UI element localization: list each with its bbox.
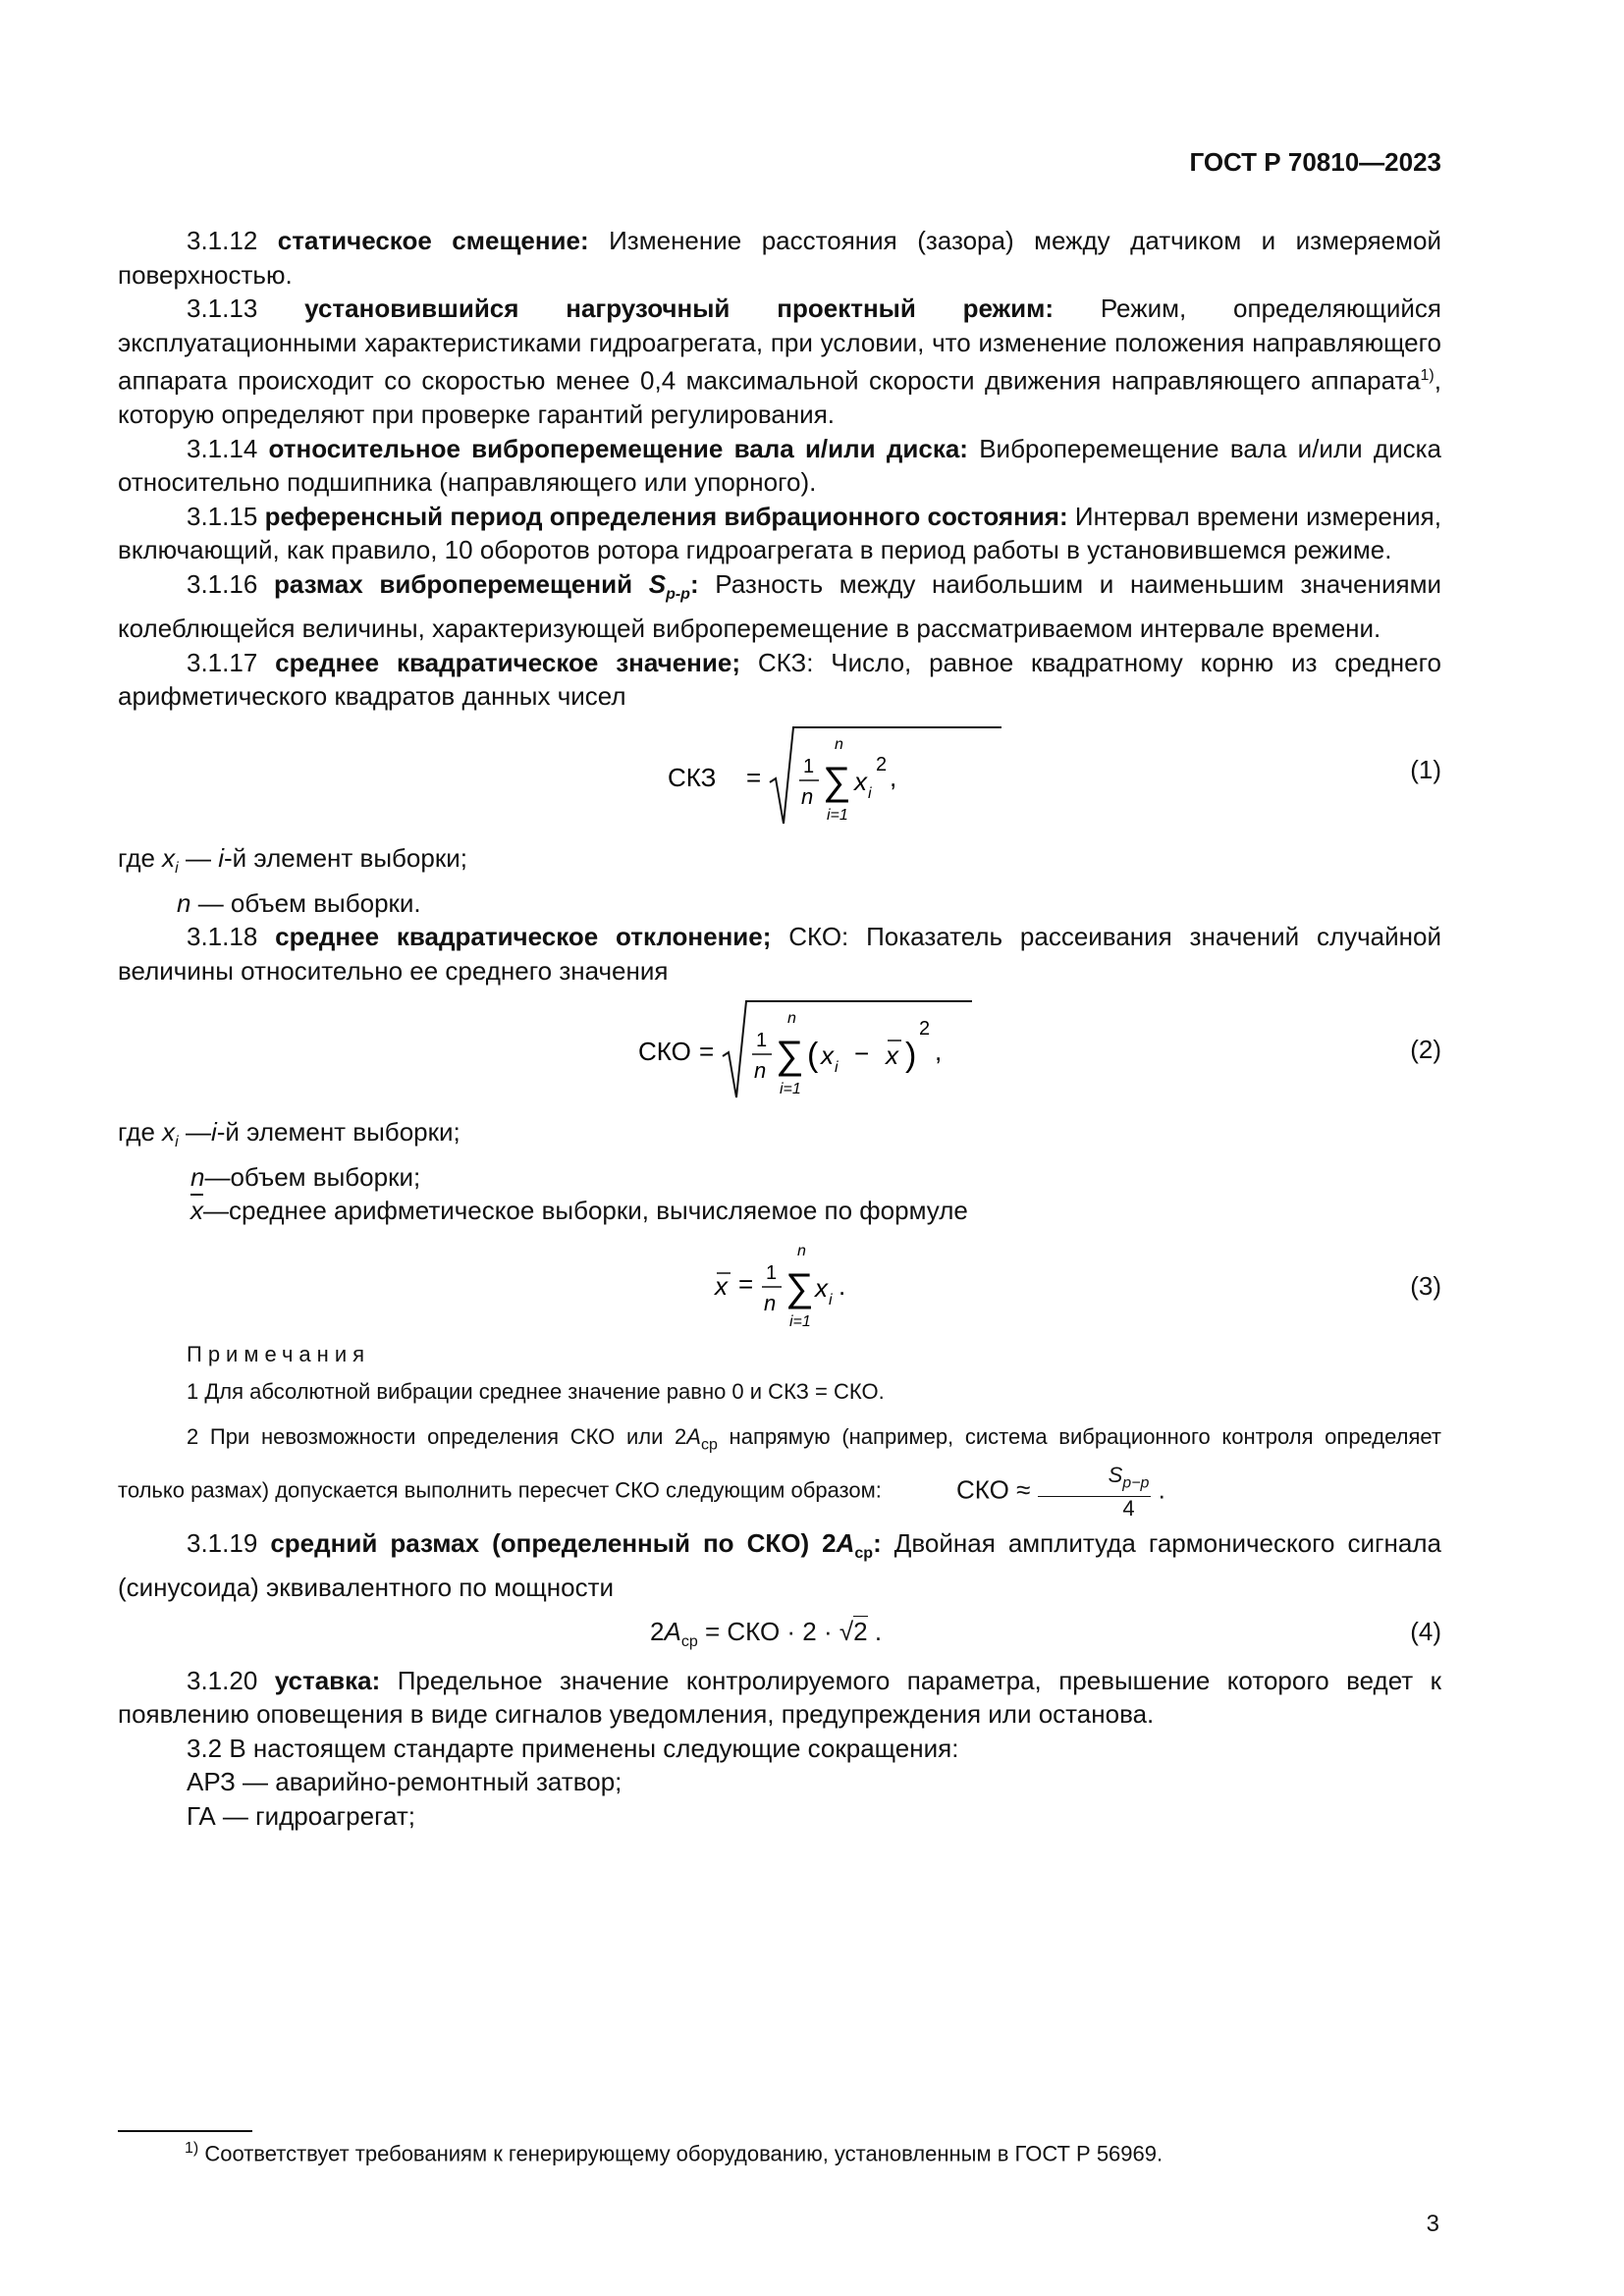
svg-text:1: 1	[766, 1261, 778, 1284]
where-row: где $x_i$ —i-й элемент выборки;	[118, 1117, 460, 1151]
where-row: где $x_i$ — i-й элемент выборки;	[118, 842, 467, 878]
definition-3-1-15: 3.1.15 референсный период определения вибрационного состояния: Интервал времени измерения, включающий, как правило, 10 оборотов ротора гидроагрегата в период работы в установившемся режиме.	[118, 501, 1441, 565]
svg-text:(: (	[807, 1037, 819, 1075]
footnote-mark: 1)	[1420, 367, 1435, 384]
svg-text:): )	[905, 1037, 917, 1075]
page-number: 3	[1426, 2211, 1439, 2237]
term: установившийся нагрузочный проектный режим:	[304, 294, 1054, 323]
document-body	[118, 224, 1441, 1833]
svg-text:n: n	[835, 735, 843, 753]
where-clause-1	[118, 841, 1441, 920]
svg-text:СКЗ: СКЗ	[668, 762, 717, 792]
term: уставка:	[274, 1665, 381, 1695]
svg-text:.: .	[839, 1270, 846, 1301]
svg-text:n: n	[754, 1058, 767, 1084]
formula-2	[118, 988, 1441, 1115]
term: среднее квадратическое значение;	[275, 647, 740, 677]
svg-text:x: x	[815, 1272, 828, 1303]
definition-3-1-19: 3.1.19 средний размах (определенный по СКО) $2A_{ср}$: Двойная амплитуда гармонического сигнала (синусоида) эквивалентного по мощности	[118, 1527, 1441, 1603]
definition-3-1-13: 3.1.13 установившийся нагрузочный проектный режим: Режим, определяющийся эксплуатационными характеристиками гидроагрегата, при условии, что изменение положения направляющего аппарата происходит со скоростью менее 0,4 максимальной скорости движения направляющего аппарата$^{1)}$, которую определяют при проверке гарантий регулирования.	[118, 294, 1441, 430]
note-2: 2 При невозможности определения СКО или $2A_{ср}$ напрямую (например, система вибрационного контроля определяет только размах) допускается выполнить пересчет СКО следующим образом: СКО ≈ $\frac{S_{p-p}}{4}$ .	[118, 1423, 1441, 1521]
formula-1-expression	[668, 721, 1021, 835]
formula-number: (4)	[1410, 1616, 1441, 1646]
definition-3-1-14: 3.1.14 относительное виброперемещение вала и/или диска: Виброперемещение вала и/или диска относительно подшипника (направляющего или упорного).	[118, 433, 1441, 498]
definition-3-1-18: 3.1.18 среднее квадратическое отклонение; СКО: Показатель рассеивания значений случайной величины относительно ее среднего значения	[118, 922, 1441, 986]
formula-4	[118, 1605, 1441, 1664]
document-header: ГОСТ Р 70810—2023	[1189, 147, 1441, 177]
formula-number: (1)	[1410, 754, 1441, 784]
definition-3-1-12: 3.1.12 статическое смещение: Изменение расстояния (зазора) между датчиком и измеряемой поверхностью.	[118, 226, 1441, 290]
svg-text:x: x	[821, 1041, 834, 1071]
svg-text:,: ,	[935, 1037, 943, 1067]
definition-3-1-20: 3.1.20 уставка: Предельное значение контролируемого параметра, превышение которого ведет к появлению оповещения в виде сигналов уведомления, предупреждения или останова.	[118, 1665, 1441, 1730]
term: средний размах (определенный по СКО) $2A_{ср}$:	[270, 1527, 882, 1562]
note-1: 1 Для абсолютной вибрации среднее значение равно 0 и СКЗ = СКО.	[187, 1378, 885, 1404]
svg-text:i=1: i=1	[827, 806, 848, 824]
formula-number: (3)	[1410, 1270, 1441, 1301]
term: статическое смещение:	[277, 226, 589, 255]
svg-text:n: n	[764, 1290, 777, 1315]
term: референсный период определения вибрационного состояния:	[264, 501, 1068, 531]
formula-3	[118, 1228, 1441, 1334]
term: относительное виброперемещение вала и/или диска:	[268, 433, 968, 463]
formula-number: (2)	[1410, 1035, 1441, 1065]
svg-text:2: 2	[876, 753, 888, 775]
formula-3-expression	[707, 1232, 903, 1330]
svg-text:1: 1	[756, 1030, 768, 1052]
abbreviation-item: АРЗ — аварийно-ремонтный затвор;	[187, 1767, 623, 1797]
svg-text:=: =	[699, 1037, 715, 1067]
formula-1	[118, 714, 1441, 841]
svg-text:∑: ∑	[823, 759, 851, 803]
definition-3-1-17: 3.1.17 среднее квадратическое значение; СКЗ: Число, равное квадратному корню из среднего арифметического квадратов данных чисел	[118, 647, 1441, 712]
svg-text:2: 2	[919, 1018, 931, 1041]
svg-text:i=1: i=1	[780, 1081, 801, 1098]
notes-title: Примечания	[187, 1341, 371, 1366]
term: среднее квадратическое отклонение;	[275, 922, 772, 952]
svg-text:n: n	[787, 1010, 796, 1028]
svg-text:x: x	[886, 1041, 898, 1071]
where-row: n—объем выборки;	[190, 1161, 421, 1192]
svg-text:n: n	[797, 1242, 806, 1259]
where-row: $\overline{x}—среднее$ арифметическое выборки, вычисляемое по формуле	[190, 1196, 968, 1226]
formula-2-expression	[638, 995, 1051, 1109]
section-3-2: 3.2 В настоящем стандарте применены следующие сокращения:	[187, 1733, 959, 1763]
where-row: n — объем выборки.	[177, 887, 421, 918]
definition-3-1-16: 3.1.16 размах виброперемещений $S_{p-p}$: Разность между наибольшим и наименьшим значениями колеблющейся величины, характеризующей виброперемещение в рассматриваемом интервале времени.	[118, 568, 1441, 644]
svg-text:x: x	[715, 1270, 728, 1301]
svg-text:∑: ∑	[785, 1265, 814, 1309]
where-clause-2	[118, 1115, 1441, 1228]
note-2-formula: СКО ≈ $\frac{S_{p-p}}{4}$ .	[956, 1463, 1165, 1521]
formula-4-expression: $2A_{ср}$ = СКО · 2 · √2 .	[650, 1616, 883, 1650]
term: размах виброперемещений $S_{p-p}$:	[273, 568, 699, 603]
notes-block	[118, 1340, 1441, 1521]
svg-text:∑: ∑	[776, 1034, 804, 1078]
abbreviation-item: ГА — гидроагрегат;	[187, 1800, 416, 1831]
footnote-separator	[118, 2130, 252, 2132]
svg-text:i: i	[868, 784, 872, 802]
svg-text:1: 1	[803, 755, 815, 777]
footnote: $^{1)}$ Соответствует требованиям к генерирующему оборудованию, установленным в ГОСТ Р 56969.	[185, 2140, 1164, 2166]
svg-text:−: −	[854, 1039, 870, 1069]
svg-text:=: =	[746, 762, 762, 792]
svg-text:n: n	[801, 783, 814, 809]
svg-text:=: =	[738, 1268, 754, 1299]
svg-text:i: i	[829, 1291, 833, 1308]
svg-text:i=1: i=1	[789, 1312, 811, 1330]
svg-text:i: i	[835, 1059, 839, 1077]
svg-text:СКО: СКО	[638, 1037, 691, 1067]
svg-text:x: x	[854, 766, 867, 796]
svg-text:,: ,	[890, 762, 897, 792]
